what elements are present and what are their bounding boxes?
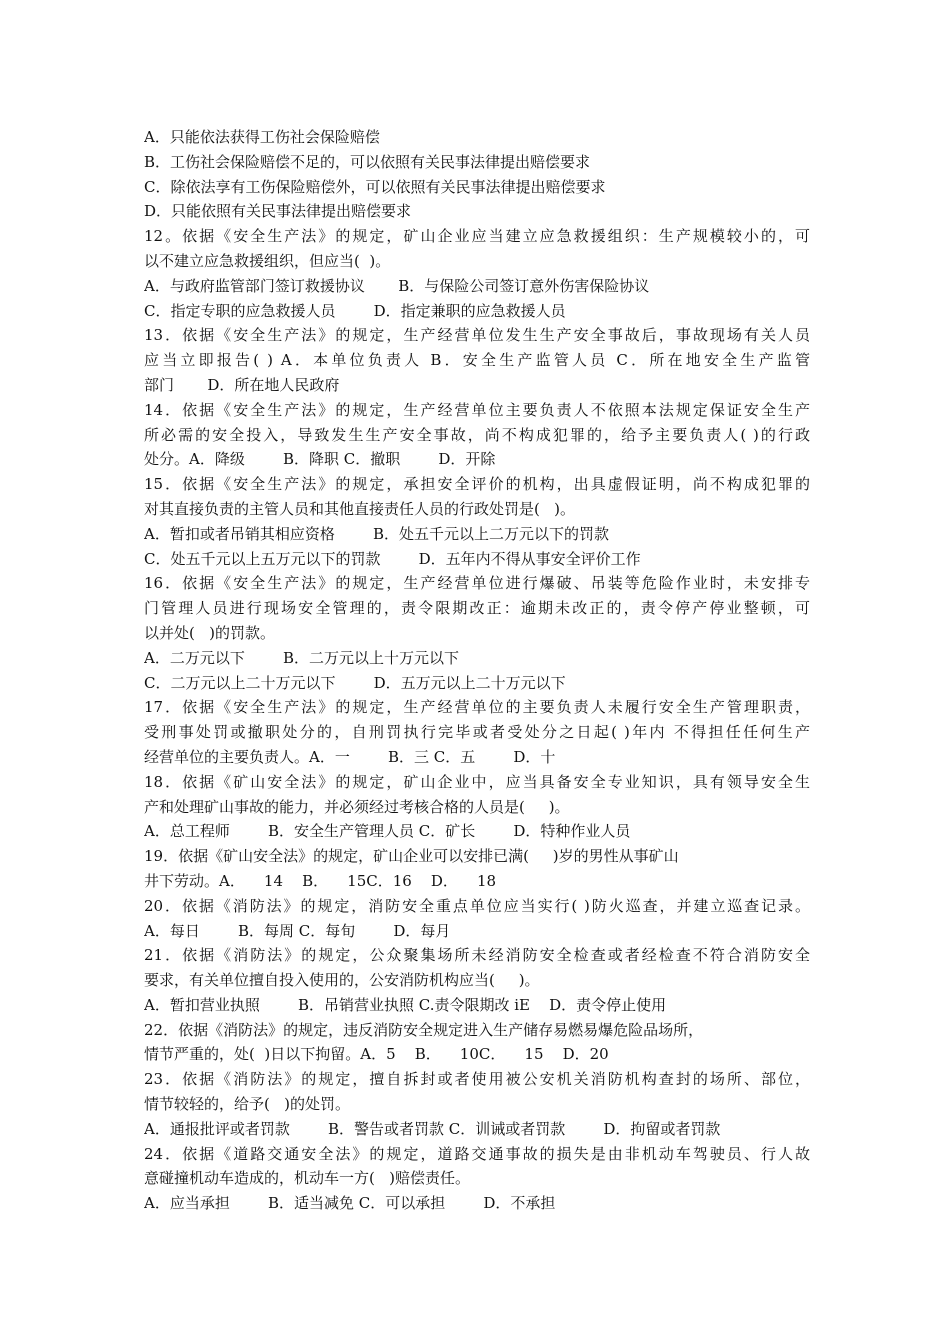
text-line: C．处五千元以上五万元以下的罚款 D．五年内不得从事安全评价工作: [144, 549, 641, 568]
text-line: 13．依据《安全生产法》的规定，生产经营单位发生生产安全事故后，事故现场有关人员: [144, 326, 810, 345]
text-line: 19．依据《矿山安全法》的规定，矿山企业可以安排已满( )岁的男性从事矿山: [144, 847, 679, 866]
text-line: 23．依据《消防法》的规定，擅自拆封或者使用被公安机关消防机构查封的场所、部位，: [144, 1070, 810, 1089]
text-line: 要求，有关单位擅自投入使用的，公安消防机构应当( )。: [144, 971, 540, 990]
text-line: 20．依据《消防法》的规定，消防安全重点单位应当实行( )防火巡查，并建立巡查记录。: [144, 896, 810, 915]
text-line: 12。依据《安全生产法》的规定，矿山企业应当建立应急救援组织：生产规模较小的，可: [144, 227, 810, 246]
text-line: C．除依法享有工伤保险赔偿外，可以依照有关民事法律提出赔偿要求: [144, 177, 606, 196]
text-line: C．指定专职的应急救援人员 D．指定兼职的应急救援人员: [144, 301, 566, 320]
text-line: A．总工程师 B．安全生产管理人员 C．矿长 D．特种作业人员: [144, 822, 631, 841]
text-line: A．只能依法获得工伤社会保险赔偿: [144, 128, 380, 146]
text-line: 15．依据《安全生产法》的规定，承担安全评价的机构，出具虚假证明，尚不构成犯罪的: [144, 475, 810, 494]
text-line: 以不建立应急救援组织，但应当( )。: [144, 251, 391, 270]
text-line: 18．依据《矿山安全法》的规定，矿山企业中，应当具备安全专业知识，具有领导安全生: [144, 772, 810, 791]
text-line: 处分。A．降级 B．降职 C．撤职 D．开除: [144, 450, 496, 469]
text-line: 情节严重的，处( )日以下拘留。A．5 B． 10C． 15 D．20: [144, 1045, 609, 1064]
text-line: A．与政府监管部门签订救援协议 B．与保险公司签订意外伤害保险协议: [144, 276, 650, 295]
text-line: 所必需的安全投入，导致发生生产安全事故，尚不构成犯罪的，给予主要负责人( )的行政: [144, 425, 810, 444]
text-line: 受刑事处罚或撤职处分的，自刑罚执行完毕或者受处分之日起( )年内 不得担任任何生产: [144, 723, 810, 742]
text-line: 部门 D．所在地人民政府: [144, 375, 340, 394]
text-line: 井下劳动。A． 14 B． 15C．16 D． 18: [144, 871, 497, 890]
text-line: 16．依据《安全生产法》的规定，生产经营单位进行爆破、吊装等危险作业时，未安排专: [144, 574, 810, 593]
text-line: 17．依据《安全生产法》的规定，生产经营单位的主要负责人未履行安全生产管理职责，: [144, 698, 810, 717]
text-line: 门管理人员进行现场安全管理的，责令限期改正：逾期未改正的，责令停产停业整顿，可: [144, 599, 810, 618]
text-line: 意碰撞机动车造成的，机动车一方( )赔偿责任。: [144, 1169, 471, 1188]
text-line: A．通报批评或者罚款 B．警告或者罚款 C．训诫或者罚款 D．拘留或者罚款: [144, 1119, 721, 1138]
text-line: 经营单位的主要负责人。A．一 B．三 C．五 D．十: [144, 747, 556, 766]
text-line: A．暂扣营业执照 B．吊销营业执照 C.责令限期改 iE D．责令停止使用: [144, 995, 667, 1014]
text-line: 21．依据《消防法》的规定，公众聚集场所未经消防安全检查或者经检查不符合消防安全: [144, 946, 810, 965]
text-line: A．二万元以下 B．二万元以上十万元以下: [144, 648, 460, 667]
text-line: A．应当承担 B．适当减免 C．可以承担 D．不承担: [144, 1194, 556, 1213]
document-page: [144, 125, 810, 1216]
text-line: 产和处理矿山事故的能力，并必须经过考核合格的人员是( )。: [144, 797, 570, 816]
text-line: A．每日 B．每周 C．每旬 D．每月: [144, 921, 451, 940]
text-line: 以并处( )的罚款。: [144, 623, 276, 642]
text-line: 情节较轻的，给予( )的处罚。: [144, 1095, 351, 1114]
text-line: D．只能依照有关民事法律提出赔偿要求: [144, 202, 412, 221]
text-line: 应当立即报告( ) A．本单位负责人 B．安全生产监管人员 C．所在地安全生产监管: [144, 351, 810, 370]
text-line: A．暂扣或者吊销其相应资格 B．处五千元以上二万元以下的罚款: [144, 524, 610, 543]
text-line: 24．依据《道路交通安全法》的规定，道路交通事故的损失是由非机动车驾驶员、行人故: [144, 1144, 810, 1163]
text-line: C．二万元以上二十万元以下 D．五万元以上二十万元以下: [144, 673, 566, 692]
text-line: 对其直接负责的主管人员和其他直接责任人员的行政处罚是( )。: [144, 499, 576, 518]
text-line: B．工伤社会保险赔偿不足的，可以依照有关民事法律提出赔偿要求: [144, 152, 591, 171]
text-line: 14．依据《安全生产法》的规定，生产经营单位主要负责人不依照本法规定保证安全生产: [144, 400, 810, 419]
text-line: 22．依据《消防法》的规定，违反消防安全规定进入生产储存易燃易爆危险品场所，: [144, 1020, 704, 1039]
